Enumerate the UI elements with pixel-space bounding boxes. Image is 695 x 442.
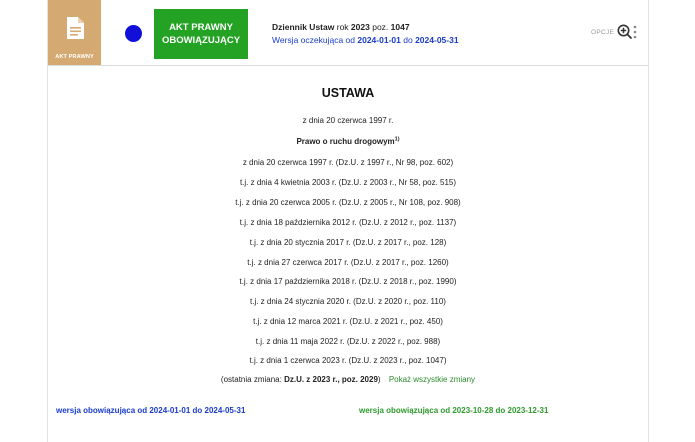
- journal-rok-word: rok: [336, 22, 349, 32]
- publication-line: t.j. z dnia 27 czerwca 2017 r. (Dz.U. z 2017 r., poz. 1260): [247, 258, 449, 267]
- act-status-button[interactable]: [154, 9, 248, 59]
- version-to: 2024-05-31: [415, 35, 459, 45]
- last-change-suffix: ): [377, 375, 381, 384]
- journal-year: 2023: [350, 22, 370, 32]
- publication-line: t.j. z dnia 20 czerwca 2005 r. (Dz.U. z 2005 r., Nr 108, poz. 908): [235, 198, 461, 207]
- previous-version-link[interactable]: wersja obowiązująca od 2023-10-28 do 2023-12-31: [359, 406, 549, 415]
- act-name: [48, 137, 648, 146]
- publication-line: t.j. z dnia 17 października 2018 r. (Dz.U. z 2018 r., poz. 1990): [239, 277, 457, 286]
- publication-line: t.j. z dnia 4 kwietnia 2003 r. (Dz.U. z 2003 r., Nr 58, poz. 515): [239, 178, 457, 187]
- publication-line: t.j. z dnia 1 czerwca 2023 r. (Dz.U. z 2023 r., poz. 1047): [249, 356, 447, 365]
- publication-line: t.j. z dnia 18 października 2012 r. (Dz.U. z 2012 r., poz. 1137): [239, 218, 457, 227]
- version-do-word: do: [403, 35, 413, 45]
- more-vertical-icon: [633, 25, 637, 39]
- publication-line: t.j. z dnia 24 stycznia 2020 r. (Dz.U. z 2020 r., poz. 110): [250, 297, 446, 306]
- document-frame: [47, 0, 649, 442]
- show-all-changes-link[interactable]: Pokaż wszystkie zmiany: [388, 375, 476, 384]
- act-name-text: Prawo o ruchu drogowym: [296, 137, 395, 146]
- journal-position: 1047: [390, 22, 410, 32]
- current-version-link[interactable]: wersja obowiązująca od 2024-01-01 do 2024-05-31: [56, 406, 246, 415]
- version-prefix: Wersja oczekująca od: [272, 35, 355, 45]
- last-change-value: Dz.U. z 2023 r., poz. 2029: [284, 375, 378, 384]
- document-header: [48, 0, 648, 66]
- pending-version-info: [272, 35, 459, 45]
- journal-poz-word: poz.: [372, 22, 389, 32]
- status-button-line1: AKT PRAWNY: [169, 22, 233, 33]
- act-date: z dnia 20 czerwca 1997 r.: [302, 116, 394, 125]
- publication-line: t.j. z dnia 11 maja 2022 r. (Dz.U. z 2022 r., poz. 988): [255, 337, 441, 346]
- journal-name: Dziennik Ustaw: [272, 22, 335, 32]
- publication-line: t.j. z dnia 12 marca 2021 r. (Dz.U. z 2021 r., poz. 450): [253, 317, 443, 326]
- publication-line: t.j. z dnia 20 stycznia 2017 r. (Dz.U. z 2017 r., poz. 128): [249, 238, 447, 247]
- publication-line: z dnia 20 czerwca 1997 r. (Dz.U. z 1997 r., Nr 98, poz. 602): [242, 158, 454, 167]
- journal-info: [272, 22, 410, 32]
- last-change-prefix: (ostatnia zmiana:: [220, 375, 282, 384]
- act-footnote-link[interactable]: 1): [394, 136, 400, 143]
- options-label: OPCJE: [591, 28, 615, 36]
- options-button[interactable]: [591, 24, 637, 40]
- zoom-plus-icon: [617, 24, 633, 40]
- status-dot-icon: [125, 25, 142, 42]
- last-change: [48, 375, 648, 384]
- tile-caption: AKT PRAWNY: [55, 54, 94, 60]
- version-from: 2024-01-01: [357, 35, 401, 45]
- status-button-line2: OBOWIĄZUJĄCY: [161, 35, 241, 46]
- legal-act-tile[interactable]: [48, 0, 101, 65]
- document-icon: [66, 16, 85, 40]
- act-title: USTAWA: [321, 86, 375, 100]
